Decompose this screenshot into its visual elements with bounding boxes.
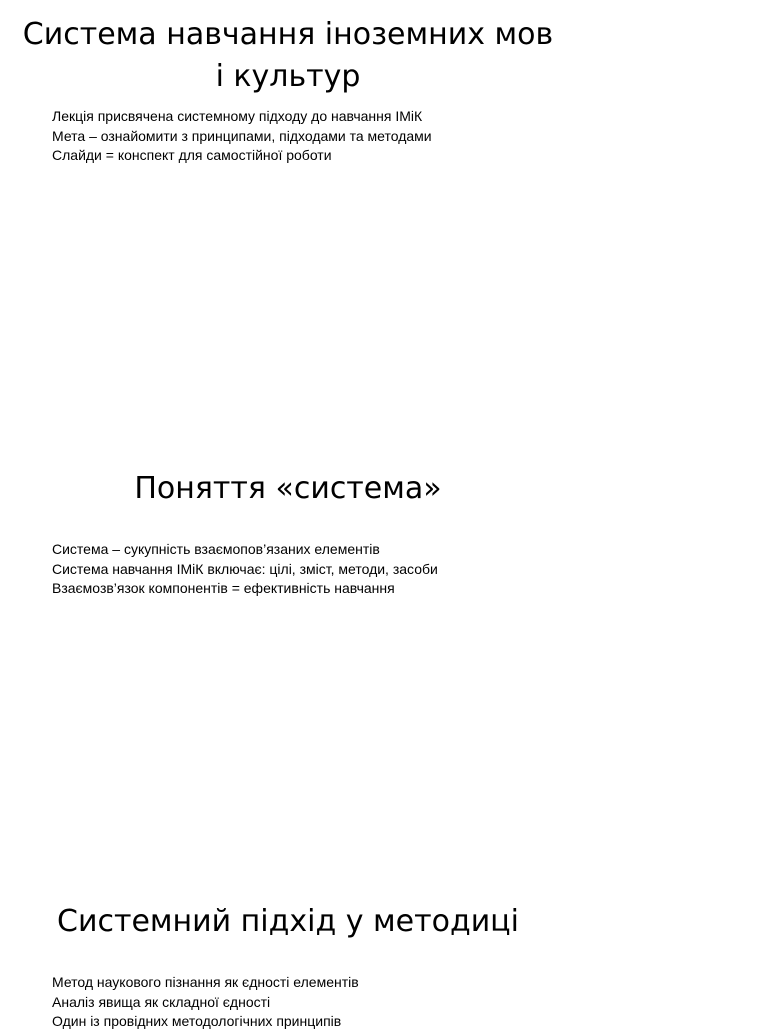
list-item: Взаємозв’язок компонентів = ефективність навчання — [52, 580, 395, 596]
slide-2-title: Поняття «система» — [134, 471, 442, 506]
slide-3-bullets — [52, 973, 359, 1032]
slide-1 — [0, 0, 768, 433]
slide-1-title: Система навчання іноземних мов і культур — [22, 17, 554, 94]
list-item: Мета – ознайомити з принципами, підходами та методами — [52, 127, 432, 144]
list-item: Система – сукупність взаємопов’язаних елементів — [52, 541, 380, 557]
slide-3 — [0, 866, 768, 1029]
list-item: Система навчання ІМіК включає: цілі, зміст, методи, засоби — [52, 560, 438, 577]
list-item: Один із провідних методологічних принципів — [52, 1013, 342, 1029]
slide-1-bullets — [52, 107, 432, 166]
list-item: Лекція присвячена системному підходу до навчання ІМіК — [52, 108, 423, 124]
slide-3-title: Системний підхід у методиці — [57, 904, 519, 939]
list-item: Метод наукового пізнання як єдності елементів — [52, 974, 359, 990]
list-item: Аналіз явища як складної єдності — [52, 993, 271, 1010]
list-item: Слайди = конспект для самостійної роботи — [52, 147, 332, 163]
slide-2 — [0, 433, 768, 866]
slide-2-bullets — [52, 540, 438, 599]
